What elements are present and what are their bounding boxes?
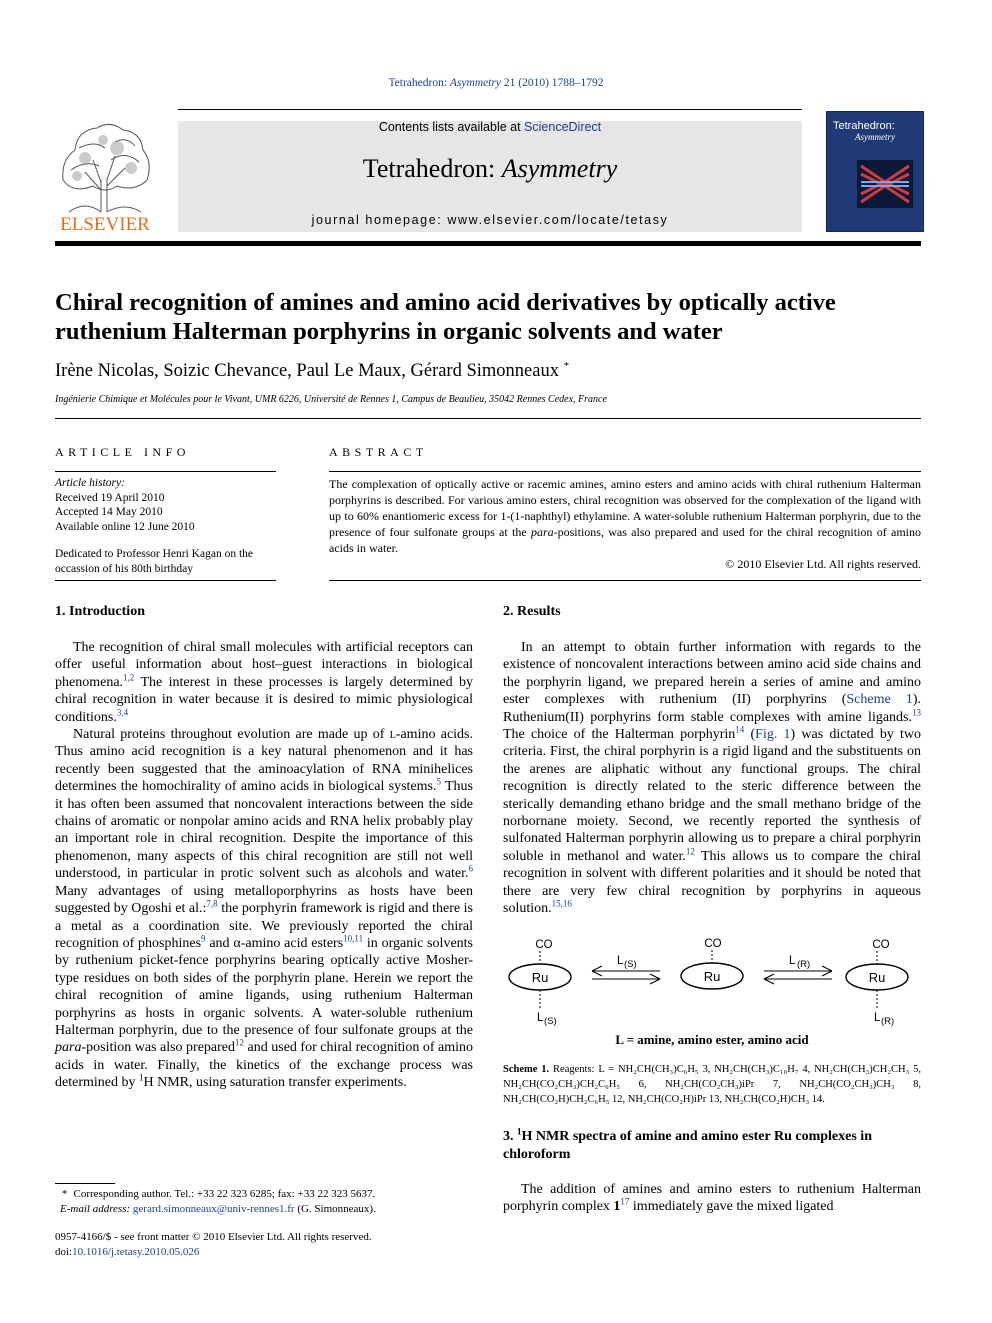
equilibrium-arrow-s xyxy=(592,955,660,984)
abstract-rule xyxy=(329,471,921,472)
article-info-rule xyxy=(55,471,276,472)
arrow-ligand-label: L xyxy=(789,955,796,967)
ru-complex-right xyxy=(846,939,908,1027)
doi-link[interactable]: 10.1016/j.tetasy.2010.05.026 xyxy=(72,1245,200,1258)
article-title: Chiral recognition of amines and amino acid derivatives by optically active ruthenium Halterman porphyrins in organic solvents and water xyxy=(55,289,836,345)
section-introduction-heading: 1. Introduction xyxy=(55,604,145,619)
scheme-1-caption: Scheme 1. Reagents: L = NH₂CH(CH₃)C₆H₅ 3, NH₂CH(CH₃)C₁₀H₇ 4, NH₂CH(CH₃)CH₂CH₃ 5, NH₂CH(CO₂CH₃)CH₂C₆H₅ 6, NH₂CH(CO₂CH₃)iPr 7, NH₂CH(CO₂CH₃)CH₃ 8, NH₂CH(CO₂H)CH₂C₆H₅ 12, NH₂CH(CO₂H)iPr 13, NH₂CH(CO₂H)CH₃ 14. xyxy=(503,1064,921,1105)
ru-complex-center xyxy=(681,938,743,989)
abstract-bottom-rule xyxy=(329,580,921,581)
dedication: Dedicated to Professor Henri Kagan on the occassion of his 80th birthday xyxy=(55,548,253,575)
footnote-mark: * xyxy=(62,1188,68,1200)
abstract-heading: ABSTRACT xyxy=(329,445,428,459)
author-list: Irène Nicolas, Soizic Chevance, Paul Le Maux, Gérard Simonneaux * xyxy=(55,359,570,381)
ru-label: Ru xyxy=(531,970,549,985)
scheme-1-diagram xyxy=(503,933,921,1048)
introduction-body xyxy=(55,639,473,1092)
section-results-heading: 2. Results xyxy=(503,604,561,619)
ligand-label: L xyxy=(874,1012,881,1024)
paragraph: In an attempt to obtain further information with regards to the existence of noncovalent interactions between amino acid side chains and the porphyrin ligand, we prepared herein a series of amine and amino ester complexes with ruthenium (II) porphyrins (Scheme 1). Ruthenium(II) porphyrins form stable complexes with amine ligands.$^{13}$ The choice of the Halterman porphyrin$^{14}$ (Fig. 1) was dictated by two criteria. First, the chiral porphyrin is a rigid ligand and the substituents on the arenes are aliphatic without any functional groups. The chiral recognition is directly related to the steric difference between the sterically demanding ethano bridge and the small methano bridge of the norbornane moiety. Second, we recently reported the synthesis of sulfonated Halterman porphyrin allowing us to prepare a chiral porphyrin soluble in methanol and water.$^{12}$ This allows us to compare the chiral recognition in solvent with different polarities and it should be noted that there are very few chiral recognition by porphyrins in aqueous solution.$^{15,16}$ xyxy=(503,640,922,917)
footnote-rule xyxy=(55,1183,115,1184)
journal-homepage[interactable]: journal homepage: www.elsevier.com/locate/tetasy xyxy=(311,213,669,227)
ru-complex-left xyxy=(509,939,571,1027)
ligand-label: L xyxy=(537,1012,544,1024)
ru-label: Ru xyxy=(703,969,721,984)
corresponding-author-footnote: * Corresponding author. Tel.: +33 22 323 6285; fax: +33 22 323 5637. E-mail address: gerard.simonneaux@univ-rennes1.fr (G. Simonneaux). xyxy=(60,1188,376,1215)
copyright: © 2010 Elsevier Ltd. All rights reserved. xyxy=(725,557,921,571)
section-3-heading: 3. $^1$H NMR spectra of amine and amino ester Ru complexes in chloroform xyxy=(503,1126,872,1162)
arrow-config-r: (R) xyxy=(797,959,811,970)
corresponding-author-mark: * xyxy=(563,359,570,372)
ru-label: Ru xyxy=(868,970,886,985)
header-rule-top xyxy=(178,109,802,110)
contents-line: Contents lists available at ScienceDirect xyxy=(378,120,602,134)
section-3-body xyxy=(503,1181,921,1216)
arrow-config-s: (S) xyxy=(624,959,637,970)
ligand-config-s: (S) xyxy=(544,1016,557,1027)
co-label: CO xyxy=(872,939,890,951)
paragraph: The recognition of chiral small molecules with artificial receptors can offer useful information about host–guest interactions in biological phenomena.$^{1,2}$ The interest in these processes is largely determined by chiral recognition in water because it is desired to mimic physiological conditions.$^{3,4}$ xyxy=(55,640,473,725)
paragraph: The addition of amines and amino esters to ruthenium Halterman porphyrin complex $1^{17}$ immediately gave the mixed ligated xyxy=(503,1182,921,1215)
scheme-legend: L = amine, amino ester, amino acid xyxy=(615,1032,809,1047)
ligand-config-r: (R) xyxy=(881,1016,895,1027)
co-label: CO xyxy=(535,939,553,951)
affiliation-rule xyxy=(55,418,921,419)
journal-citation: Tetrahedron: Asymmetry 21 (2010) 1788–1792 xyxy=(388,77,604,89)
cover-artwork xyxy=(857,160,913,208)
sciencedirect-link[interactable]: ScienceDirect xyxy=(524,120,602,134)
scheme-1-link[interactable]: Scheme 1 xyxy=(846,692,913,708)
journal-cover-image xyxy=(826,111,924,232)
author-email-link[interactable]: gerard.simonneaux@univ-rennes1.fr xyxy=(132,1202,295,1215)
cover-title: Tetrahedron: xyxy=(833,120,895,132)
equilibrium-arrow-r xyxy=(764,955,832,984)
article-info-bottom-rule xyxy=(55,580,276,581)
cover-subtitle: Asymmetry xyxy=(855,132,895,142)
paragraph: Natural proteins throughout evolution are made up of l-amino acids. Thus amino acid recognition is a key natural phenomenon and it has recently been suggested that the aminoacylation of RNA minihelices determines the homochirality of amino acids in biological systems.$^5$ Thus it has often been assumed that noncovalent interactions between the side chains of aromatic or nonpolar amino acids and RNA helix probably play an important role in chiral recognition. Despite the importance of this phenomenon, many aspects of this chiral recognition are still not well understood, in particular in protic solvent such as alcohols and water.$^6$ Many advantages of using metalloporphyrins as hosts have been suggested by Ogoshi et al.:$^{7,8}$ the porphyrin framework is rigid and there is a metal as a coordination site. We previously reported the chiral recognition of phosphines$^9$ and α-amino acid esters$^{10,11}$ in organic solvents by ruthenium picket-fence porphyrins bearing optically active Mosher-type residues on both sides of the porphyrin plane. Herein we report the chiral recognition of amine ligands, using ruthenium Halterman porphyrins as hosts in organic solvents. A water-soluble ruthenium Halterman porphyrin, due to the presence of four sulfonate groups at the para-position was also prepared$^{12}$ and used for chiral recognition of amino acids in water. Finally, the kinetics of the exchange process was determined by $^1$H NMR, using saturation transfer experiments. xyxy=(55,727,474,1091)
co-label: CO xyxy=(704,938,722,950)
publication-info: 0957-4166/$ - see front matter © 2010 Elsevier Ltd. All rights reserved. doi:10.1016/j.tetasy.2010.05.026 xyxy=(55,1231,372,1258)
article-info-heading: ARTICLE INFO xyxy=(55,445,190,459)
header-rule-thick xyxy=(55,241,921,246)
figure-1-link[interactable]: Fig. 1 xyxy=(755,727,791,743)
results-body xyxy=(503,639,921,918)
journal-name: Tetrahedron: Asymmetry xyxy=(362,154,618,183)
elsevier-logo xyxy=(55,120,155,235)
elsevier-wordmark: ELSEVIER xyxy=(60,214,150,235)
arrow-ligand-label: L xyxy=(617,955,624,967)
article-history: Article history: Received 19 April 2010 Accepted 14 May 2010 Available online 12 June 2010 xyxy=(55,477,195,533)
affiliation: Ingénierie Chimique et Molécules pour le Vivant, UMR 6226, Université de Rennes 1, Campus de Beaulieu, 35042 Rennes Cedex, France xyxy=(55,394,607,405)
abstract-text: The complexation of optically active or racemic amines, amino esters and amino acids with chiral ruthenium Halterman porphyrins is described. For various amino esters, chiral recognition was observed for the complexation of the ligand with up to 60% enantiomeric excess for 1-(1-naphthyl) ethylamine. A water-soluble ruthenium Halterman porphyrin, due to the presence of four sulfonate groups at the para-positions, was also prepared and used for the chiral recognition of amino acids in water. © 2010 Elsevier Ltd. All rights reserved. xyxy=(329,477,921,571)
